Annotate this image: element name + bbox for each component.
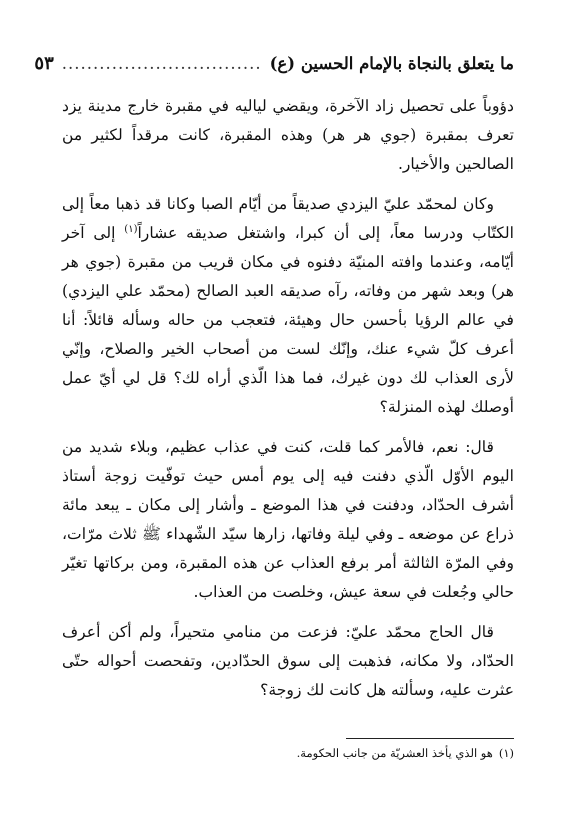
paragraph-2-text: وكان لمحمّد عليّ اليزدي صديقاً من أيّام الصبا وكانا قد ذهبا معاً إلى الكتّاب ودرسا معاً، إلى أن كبرا، واشتغل صديقه عشاراً — [62, 195, 514, 242]
running-head — [34, 52, 514, 82]
footnote-number: (١) — [498, 746, 514, 760]
body-text — [62, 92, 514, 705]
dot-leader: ................................ — [61, 54, 262, 73]
paragraph-2 — [62, 190, 514, 422]
page-number: ٥٣ — [34, 53, 54, 74]
footnote-reference[interactable]: (١) — [124, 223, 138, 235]
footnote-divider — [346, 738, 514, 739]
paragraph-2-continued: إلى آخر أيّامه، وعندما وافته المنيّة دفنوه في مكان قريب من مقبرة (جوي هر هر) وبعد شهر من وفاته، رآه صديقه العبد الصالح (محمّد علي اليزدي) في عالم الرؤيا بأحسن حال وهيئة، فتعجب من حاله وسأله قائلاً: أنا أعرف كلّ شيء عنك، وإنّك لست من أصحاب الخير والصلاح، وإنّي لأرى العذاب لك دون غيرك، فما هذا الّذي أراه لك؟ قل لي أيّ عمل أوصلك لهذه المنزلة؟ — [62, 224, 514, 416]
chapter-title: ما يتعلق بالنجاة بالإمام الحسين (ع) — [269, 54, 514, 73]
footnote-text: هو الذي يأخذ العشريّة من جانب الحكومة. — [296, 746, 493, 760]
paragraph-3: قال: نعم، فالأمر كما قلت، كنت في عذاب عظيم، وبلاء شديد من اليوم الأوّل الّذي دفنت فيه إلى يوم أمس حيث توفّيت زوجة أستاذ أشرف الحدّاد، ودفنت في هذا الموضع ـ وأشار إلى مكان ـ يبعد مائة ذراع عن موضعه ـ وفي ليلة وفاتها، زارها سيّد الشّهداء ﷺ ثلاث مرّات، وفي المرّة الثالثة أمر برفع العذاب عن هذه المقبرة، ومن بركاتها تغيّر حالي وجُعلت في سعة عيش، وخلصت من العذاب. — [62, 438, 514, 601]
footnote — [62, 744, 514, 762]
paragraph-4: قال الحاج محمّد عليّ: فزعت من منامي متحيراً، ولم أكن أعرف الحدّاد، ولا مكانه، فذهبت إلى سوق الحدّادين، وتفحصت أحواله حتّى عثرت عليه، وسألته هل كانت لك زوجة؟ — [62, 623, 514, 699]
paragraph-1: دؤوباً على تحصيل زاد الآخرة، ويقضي لياليه في مقبرة خارج مدينة يزد تعرف بمقبرة (جوي هر هر) وهذه المقبرة، كانت مرقداً لكثير من الصالحين والأخيار. — [62, 97, 514, 173]
